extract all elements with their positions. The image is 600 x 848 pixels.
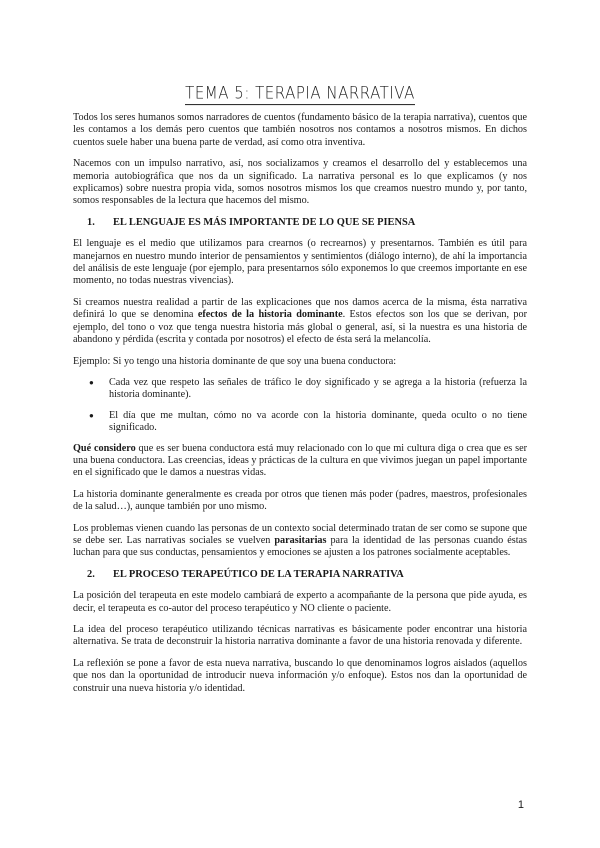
section-1-heading bbox=[73, 217, 527, 229]
bullet-item: ● El día que me multan, cómo no va acorde con la historia dominante, queda oculto o no tiene significado. bbox=[73, 410, 527, 435]
section-1-paragraph-5: Los problemas vienen cuando las personas de un contexto social determinado tratan de ser como se supone que se debe ser. Las narrativas sociales se vuelven parasitarias para la identidad de las personas cuando éstas luchan para que sus conductas, pensamientos y emociones se ajusten a los patrones socialmente aceptables. bbox=[73, 522, 528, 559]
bullet-item: ● Cada vez que respeto las señales de tráfico le doy significado y se agrega a la historia (refuerza la historia dominante). bbox=[73, 377, 527, 402]
document-body bbox=[73, 112, 527, 704]
section-1-paragraph-4: La historia dominante generalmente es creada por otros que tienen más poder (padres, maestros, profesionales de la salud…), aunque también por uno mismo. bbox=[73, 488, 527, 513]
bold-term: Qué considero bbox=[73, 442, 136, 454]
intro-paragraph-1: Todos los seres humanos somos narradores de cuentos (fundamento básico de la terapia narrativa), cuentos que les contamos a los demás pero cuentos que también nosotros nos contamos a nosotros mismos. En dichos cuentos suele haber una buena parte de verdad, así como otra inventiva. bbox=[73, 112, 527, 148]
page-number: 1 bbox=[517, 799, 524, 811]
intro-paragraph-2: Nacemos con un impulso narrativo, así, nos socializamos y creamos el desarrollo del y establecemos una memoria autobiográfica que nos da un significado. La narrativa personal es lo que explicamos (y nos explicamos) sobre nuestra propia vida, somos nosotros mismos los que creamos nuestro mundo y, por tanto, somos responsables de la lectura que hacemos del mismo. bbox=[73, 158, 527, 207]
section-2-paragraph-1: La posición del terapeuta en este modelo cambiará de experto a acompañante de la persona que pide ayuda, es decir, el terapeuta es co-autor del proceso terapéutico y NO cliente o paciente. bbox=[73, 590, 527, 614]
bold-term: parasitarias bbox=[274, 534, 327, 546]
section-1-paragraph-1: El lenguaje es el medio que utilizamos para crearnos (o recrearnos) y presentarnos. También es útil para manejarnos en nuestro mundo interior de pensamientos y sentimientos (diálogo interno), de ahí la importancia del análisis de este lenguaje (por ejemplo, para presentarnos sólo exponemos lo que creemos importante en ese momento, no todas nuestras vivencias). bbox=[73, 238, 527, 287]
example-bullet-list bbox=[73, 377, 527, 435]
bold-term: efectos de la historia dominante bbox=[197, 309, 343, 321]
section-1-title: EL LENGUAJE ES MÁS IMPORTANTE DE LO QUE SE PIENSA bbox=[113, 216, 416, 228]
section-2-heading bbox=[73, 569, 527, 581]
section-2-number: 2. bbox=[87, 568, 95, 580]
example-paragraph: Ejemplo: Si yo tengo una historia dominante de que soy una buena conductora: bbox=[73, 355, 397, 367]
section-1-number: 1. bbox=[87, 216, 95, 228]
page-title: TEMA 5: TERAPIA NARRATIVA bbox=[0, 83, 600, 103]
section-1-paragraph-2: Si creamos nuestra realidad a partir de las explicaciones que nos damos acerca de la misma, ésta narrativa definirá lo que se denomina efectos de la historia dominante. Estos efectos son los que se derivan, por ejemplo, del tono o voz que tenga nuestra historia más global o general, así, si la nuestra es una historia de abandono y pérdida (escrita y contada por nosotros) el efecto de ésta será la melancolía. bbox=[73, 296, 527, 346]
section-2-paragraph-2: La idea del proceso terapéutico utilizando técnicas narrativas es básicamente poder encontrar una historia alternativa. Se trata de deconstruir la historia narrativa dominante a favor de una historia renovada y diferente. bbox=[73, 624, 527, 648]
section-2-title: EL PROCESO TERAPEÚTICO DE LA TERAPIA NARRATIVA bbox=[113, 568, 404, 580]
section-2-paragraph-3: La reflexión se pone a favor de esta nueva narrativa, buscando lo que denominamos logros aislados (aquellos que nos dan la oportunidad de introducir nueva información y/o enfoque). Estos nos dan la oportunidad de construir una nueva historia y/o identidad. bbox=[73, 657, 527, 694]
section-1-paragraph-3: Qué considero que es ser buena conductora está muy relacionado con lo que mi cultura diga o crea que es ser una buena conductora. Las creencias, ideas y prácticas de la cultura en que vivimos juegan un papel importante en el significado que le damos a nuestras vidas. bbox=[73, 442, 528, 479]
